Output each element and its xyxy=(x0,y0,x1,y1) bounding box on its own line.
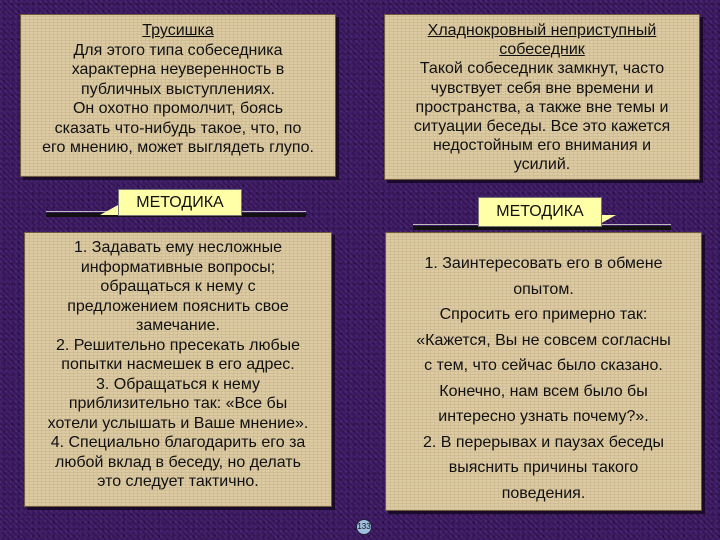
card-text-line: 2. Решительно пресекать любые xyxy=(55,336,301,354)
card-coward-description xyxy=(20,14,336,177)
card-text-line: 4. Специально благодарить его за xyxy=(50,434,306,451)
card-text-line: усилий. xyxy=(513,156,571,174)
card-text-line: 1. Задавать ему несложные xyxy=(74,239,282,256)
card-cold-method xyxy=(385,232,702,511)
card-text-line: предложением пояснить свое xyxy=(67,297,289,315)
card-title: Хладнокровный неприступный xyxy=(427,22,657,39)
card-text-line: поведения. xyxy=(501,484,586,502)
card-title: собеседник xyxy=(499,41,585,59)
card-text-line: Он охотно промолчит, боясь xyxy=(72,100,284,117)
card-text-line: ситуации беседы. Все это кажется xyxy=(413,118,671,136)
card-text-line: характерна неуверенность в xyxy=(71,61,285,78)
tab-left-pointer xyxy=(100,205,118,215)
card-text-line: Такой собеседник замкнут, часто xyxy=(419,60,665,78)
card-text-line: информативные вопросы; xyxy=(80,258,276,276)
card-title: Трусишка xyxy=(142,22,214,39)
card-text-line: его мнению, может выглядеть глупо. xyxy=(42,139,314,156)
card-text-line: обращаться к нему с xyxy=(100,278,256,295)
card-coward-method xyxy=(24,232,332,507)
card-text-line: чувствует себя вне времени и xyxy=(430,79,654,97)
card-text-line: интересно узнать почему?». xyxy=(438,408,649,425)
card-text-line: выяснить причины такого xyxy=(448,459,639,476)
card-text-line: Конечно, нам всем было бы xyxy=(439,382,648,400)
card-text-line: 2. В перерывах и паузах беседы xyxy=(422,433,665,451)
card-text-line: замечание. xyxy=(136,317,220,334)
card-text-line: 1. Заинтересовать его в обмене xyxy=(424,255,663,272)
card-text-line: это следует тактично. xyxy=(97,473,259,490)
card-text-line: опытом. xyxy=(513,280,574,298)
card-text-line: приблизительно так: «Все бы xyxy=(68,395,288,412)
card-text-line: Для этого типа собеседника xyxy=(73,41,283,59)
card-text-line: публичных выступлениях. xyxy=(81,80,275,98)
method-tab-left: МЕТОДИКА xyxy=(118,189,242,216)
page-number-badge: 133 xyxy=(356,519,372,535)
card-text-line: с тем, что сейчас было сказано. xyxy=(424,357,663,374)
card-text-line: сказать что-нибудь такое, что, по xyxy=(54,119,302,137)
card-cold-description xyxy=(384,14,700,180)
card-text-line: Спросить его примерно так: xyxy=(439,306,648,323)
card-text-line: недостойным его внимания и xyxy=(432,137,652,155)
card-text-line: 3. Обращаться к нему xyxy=(95,375,261,393)
card-text-line: «Кажется, Вы не совсем согласны xyxy=(416,331,671,349)
card-text-line: пространства, а также вне темы и xyxy=(415,98,669,116)
method-tab-right: МЕТОДИКА xyxy=(478,197,602,227)
card-text-line: любой вклад в беседу, но делать xyxy=(55,453,301,471)
card-text-line: хотели услышать и Ваше мнение». xyxy=(47,414,309,432)
card-text-line: попытки насмешек в его адрес. xyxy=(61,356,295,373)
